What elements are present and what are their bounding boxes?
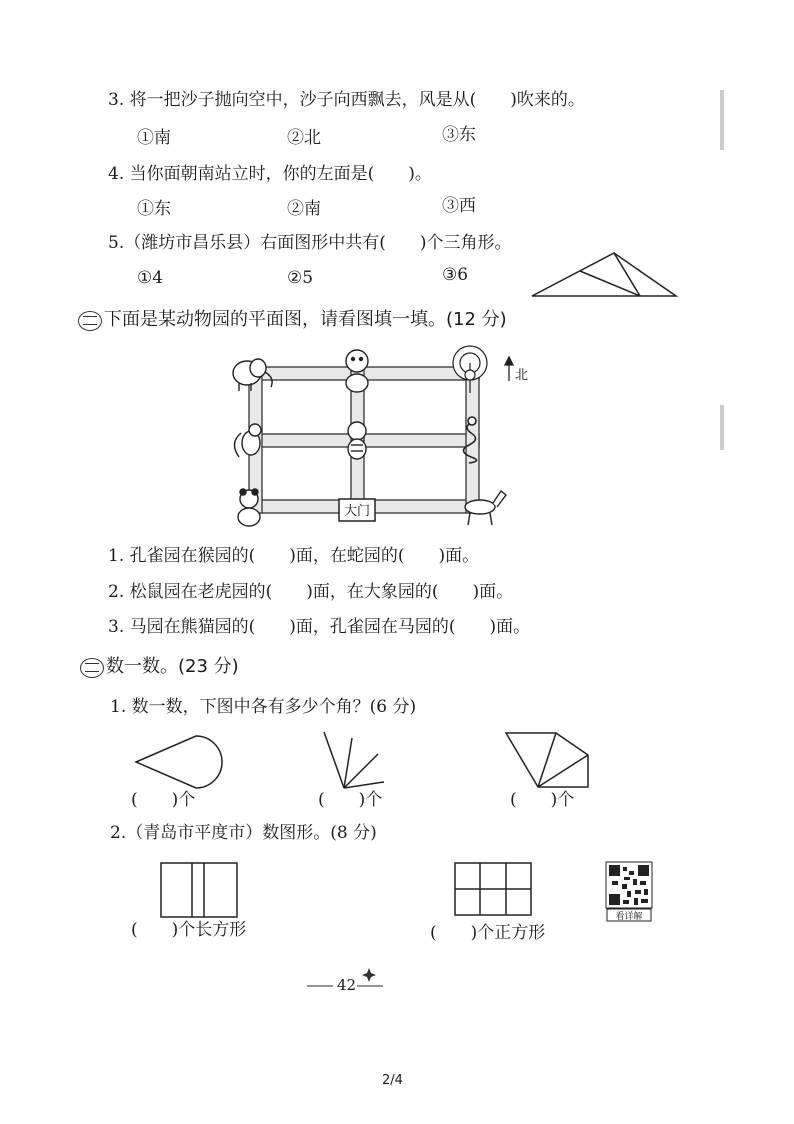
map-path-right xyxy=(466,367,479,513)
pdf-page-indicator: 2/4 xyxy=(382,1073,403,1088)
question-4-stem: 4. 当你面朝南站立时，你的左面是( )。 xyxy=(108,164,432,184)
scan-edge-mark-top xyxy=(720,90,724,150)
qr-label: 看详解 xyxy=(615,912,643,922)
section-4-question-1: 1. 数一数，下图中各有多少个角？(6 分) xyxy=(110,697,417,717)
question-3-stem: 3. 将一把沙子抛向空中，沙子向西飘去，风是从( )吹来的。 xyxy=(108,90,585,110)
section-3-number-badge xyxy=(78,311,102,331)
book-page-number: 42 xyxy=(337,976,357,994)
section-3-title: 下面是某动物园的平面图，请看图填一填。(12 分) xyxy=(104,309,507,330)
question-5-option-1: ①4 xyxy=(137,268,164,288)
question-5-stem: 5.（潍坊市昌乐县）右面图形中共有( )个三角形。 xyxy=(108,233,512,253)
angle-answer-1: ( )个 xyxy=(131,790,196,810)
question-3-option-1: ①南 xyxy=(137,128,171,148)
triangle-figure xyxy=(530,250,680,300)
question-4-option-3: ③西 xyxy=(442,196,476,216)
question-5-option-3: ③6 xyxy=(442,265,469,285)
section-3-question-2: 2. 松鼠园在老虎园的( )面，在大象园的( )面。 xyxy=(108,582,514,602)
zoo-map xyxy=(225,345,535,535)
question-3-option-2: ②北 xyxy=(287,128,321,148)
square-grid-figure xyxy=(454,862,534,916)
angle-figure-teardrop xyxy=(134,734,214,790)
north-label: 北 xyxy=(515,368,529,383)
qr-code[interactable] xyxy=(606,862,652,922)
north-arrow-icon xyxy=(505,357,513,381)
scan-edge-mark-bottom xyxy=(720,405,724,450)
rectangle-count-answer: ( )个长方形 xyxy=(131,920,247,940)
rectangle-figure xyxy=(160,862,240,918)
gate-label: 大门 xyxy=(343,504,371,519)
angle-figure-rays xyxy=(322,730,386,790)
peacock-icon xyxy=(453,346,487,393)
section-4-title: 数一数。(23 分) xyxy=(106,656,239,677)
square-count-answer: ( )个正方形 xyxy=(430,923,546,943)
angle-figure-fan xyxy=(504,731,590,789)
question-4-option-2: ②南 xyxy=(287,199,321,219)
angle-answer-2: ( )个 xyxy=(318,790,383,810)
section-3-question-3: 3. 马园在熊猫园的( )面，孔雀园在马园的( )面。 xyxy=(108,617,531,637)
question-4-option-1: ①东 xyxy=(137,199,171,219)
section-3-question-1: 1. 孔雀园在猴园的( )面，在蛇园的( )面。 xyxy=(108,546,480,566)
section-4-question-2: 2.（青岛市平度市）数图形。(8 分) xyxy=(110,823,377,843)
question-3-option-3: ③东 xyxy=(442,125,476,145)
squirrel-icon xyxy=(234,424,261,457)
angle-answer-3: ( )个 xyxy=(510,790,575,810)
question-5-option-2: ②5 xyxy=(287,268,314,288)
section-4-number-badge xyxy=(80,658,104,678)
